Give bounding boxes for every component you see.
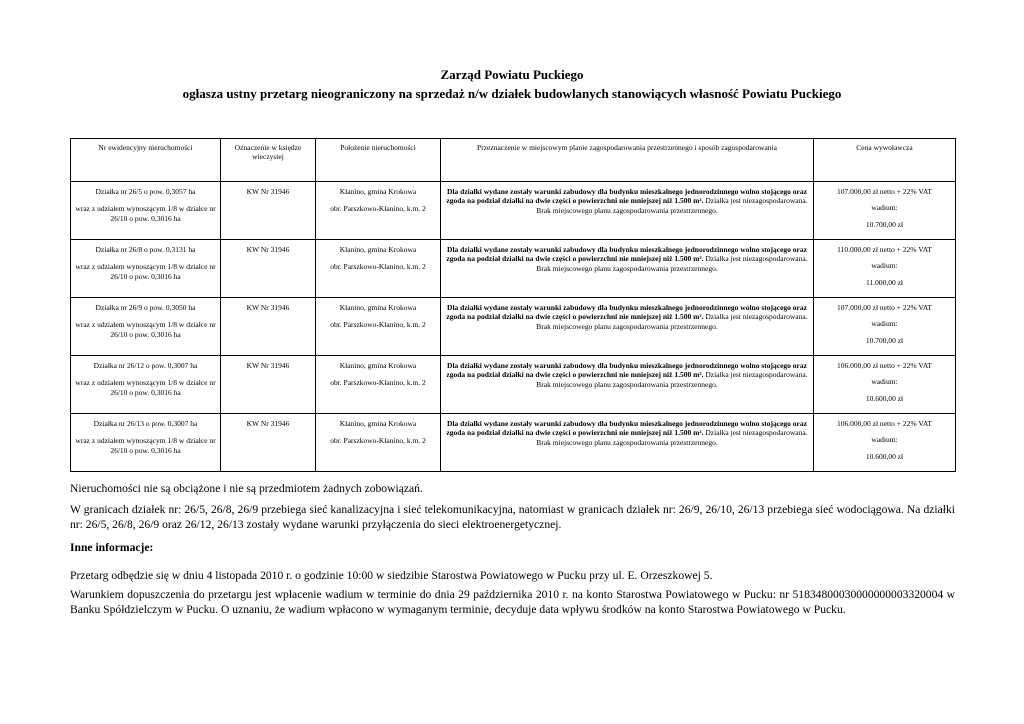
price-cell bbox=[814, 182, 956, 240]
purpose-status: Działka jest niezagospodarowana. Brak miejscowego planu zagospodarowania przestrzennego. bbox=[536, 370, 808, 389]
deposit-label: wadium: bbox=[871, 377, 898, 387]
location-precinct: obr. Parszkowo-Kłanino, k.m. 2 bbox=[330, 378, 426, 388]
parcel-share: wraz z udziałem wynoszącym 1/8 w działce nr 26/10 o pow. 0,3016 ha bbox=[75, 262, 216, 281]
land-register-cell bbox=[221, 414, 316, 472]
deposit-label: wadium: bbox=[871, 203, 898, 213]
parcel-cell bbox=[71, 240, 221, 298]
parcel-share: wraz z udziałem wynoszącym 1/8 w działce nr 26/10 o pow. 0,3016 ha bbox=[75, 436, 216, 455]
deposit-amount: 10.700,00 zł bbox=[865, 219, 904, 229]
announcement-subtitle: ogłasza ustny przetarg nieograniczony na sprzedaż n/w działek budowlanych stanowiących własność Powiatu Puckiego bbox=[182, 86, 842, 101]
deposit-amount: 10.700,00 zł bbox=[865, 335, 904, 345]
purpose-cell bbox=[441, 414, 814, 472]
deposit-label: wadium: bbox=[871, 319, 898, 329]
encumbrance-note: Nieruchomości nie są obciążone i nie są przedmiotem żadnych zobowiązań. bbox=[70, 482, 423, 495]
header-parcel-number: Nr ewidencyjny nieruchomości bbox=[71, 139, 221, 182]
parcel-number: Działka nr 26/5 o pow. 0,3057 ha bbox=[95, 187, 196, 196]
table-row bbox=[71, 298, 956, 356]
parcel-cell bbox=[71, 414, 221, 472]
location-precinct: obr. Parszkowo-Kłanino, k.m. 2 bbox=[330, 204, 426, 214]
location-precinct: obr. Parszkowo-Kłanino, k.m. 2 bbox=[330, 320, 426, 330]
deposit-label: wadium: bbox=[871, 261, 898, 271]
land-register-cell bbox=[221, 298, 316, 356]
land-register-cell bbox=[221, 240, 316, 298]
purpose-cell bbox=[441, 356, 814, 414]
deposit-amount: 10.600,00 zł bbox=[865, 393, 904, 403]
location-village: Kłanino, gmina Krokowa bbox=[339, 245, 417, 254]
price-cell bbox=[814, 240, 956, 298]
purpose-conditions: Dla działki wydane zostały warunki zabudowy dla budynku mieszkalnego jednorodzinnego wolno stojącego oraz zgoda na podział działki na dwie części o powierzchni nie mniejszej niż 1.500 m². bbox=[446, 245, 807, 264]
table-row bbox=[71, 356, 956, 414]
starting-price: 107.000,00 zł netto + 22% VAT bbox=[837, 303, 932, 312]
deposit-label: wadium: bbox=[871, 435, 898, 445]
parcel-share: wraz z udziałem wynoszącym 1/8 w działce nr 26/10 o pow. 0,3016 ha bbox=[75, 204, 216, 223]
location-cell bbox=[316, 298, 441, 356]
purpose-status: Działka jest niezagospodarowana. Brak miejscowego planu zagospodarowania przestrzennego. bbox=[536, 428, 808, 447]
price-cell bbox=[814, 298, 956, 356]
purpose-conditions: Dla działki wydane zostały warunki zabudowy dla budynku mieszkalnego jednorodzinnego wolno stojącego oraz zgoda na podział działki na dwie części o powierzchni nie mniejszej niż 1.500 m². bbox=[446, 361, 807, 380]
table-row bbox=[71, 414, 956, 472]
parcel-number: Działka nr 26/9 o pow. 0,3050 ha bbox=[95, 303, 196, 312]
header-location: Położenie nieruchomości bbox=[316, 139, 441, 182]
deposit-amount: 11.000,00 zł bbox=[865, 277, 903, 287]
purpose-cell bbox=[441, 240, 814, 298]
table-row bbox=[71, 182, 956, 240]
starting-price: 106.000,00 zł netto + 22% VAT bbox=[837, 361, 932, 370]
location-cell bbox=[316, 240, 441, 298]
land-register-number: KW Nr 31946 bbox=[246, 361, 290, 370]
location-precinct: obr. Parszkowo-Kłanino, k.m. 2 bbox=[330, 262, 426, 272]
location-cell bbox=[316, 414, 441, 472]
utilities-note: W granicach działek nr: 26/5, 26/8, 26/9 przebiega sieć kanalizacyjna i sieć telekomunikacyjna, natomiast w granicach działek nr: 26/9, 26/10, 26/13 przebiega sieć wodociągowa. Na działki nr: 26/5, 26/8, 26/9 oraz 26/12, 26/13 zostały wydane warunki przyłączenia do sieci elektroenergetycznej. bbox=[70, 503, 955, 531]
parcel-number: Działka nr 26/8 o pow. 0,3131 ha bbox=[95, 245, 196, 254]
parcel-share: wraz z udziałem wynoszącym 1/8 w działce nr 26/10 o pow. 0,3016 ha bbox=[75, 378, 216, 397]
purpose-status: Działka jest niezagospodarowana. Brak miejscowego planu zagospodarowania przestrzennego. bbox=[536, 254, 808, 273]
land-register-number: KW Nr 31946 bbox=[246, 245, 290, 254]
price-cell bbox=[814, 356, 956, 414]
location-cell bbox=[316, 356, 441, 414]
starting-price: 110.000,00 zł netto + 22% VAT bbox=[837, 245, 932, 254]
land-register-number: KW Nr 31946 bbox=[246, 303, 290, 312]
deposit-amount: 10.600,00 zł bbox=[865, 451, 904, 461]
purpose-cell bbox=[441, 182, 814, 240]
auction-date-note: Przetarg odbędzie się w dniu 4 listopada 2010 r. o godzinie 10:00 w siedzibie Starostwa Powiatowego w Pucku przy ul. E. Orzeszkowej 5. bbox=[70, 569, 713, 582]
starting-price: 107.000,00 zł netto + 22% VAT bbox=[837, 187, 932, 196]
table-header-row bbox=[71, 139, 956, 182]
header-starting-price: Cena wywoławcza bbox=[814, 139, 956, 182]
header-purpose: Przeznaczenie w miejscowym planie zagospodarowania przestrzennego i sposób zagospodarowania bbox=[441, 139, 814, 182]
parcel-number: Działka nr 26/12 o pow. 0,3007 ha bbox=[93, 361, 198, 370]
purpose-cell bbox=[441, 298, 814, 356]
header-land-register: Oznaczenie w księdze wieczystej bbox=[221, 139, 316, 182]
location-cell bbox=[316, 182, 441, 240]
land-register-cell bbox=[221, 356, 316, 414]
location-village: Kłanino, gmina Krokowa bbox=[339, 419, 417, 428]
parcel-cell bbox=[71, 182, 221, 240]
purpose-conditions: Dla działki wydane zostały warunki zabudowy dla budynku mieszkalnego jednorodzinnego wolno stojącego oraz zgoda na podział działki na dwie części o powierzchni nie mniejszej niż 1.500 m². bbox=[446, 303, 807, 322]
other-info-heading: Inne informacje: bbox=[70, 541, 154, 554]
parcels-table bbox=[70, 138, 956, 472]
deposit-conditions-note: Warunkiem dopuszczenia do przetargu jest wpłacenie wadium w terminie do dnia 29 października 2010 r. na konto Starostwa Powiatowego w Pucku: nr 51834800030000000003320004 w Banku Spółdzielczym w Pucku. O uznaniu, że wadium wpłacono w wymaganym terminie, decyduje data wpływu środków na konto Starostwa Powiatowego w Pucku. bbox=[70, 588, 955, 616]
location-village: Kłanino, gmina Krokowa bbox=[339, 303, 417, 312]
purpose-conditions: Dla działki wydane zostały warunki zabudowy dla budynku mieszkalnego jednorodzinnego wolno stojącego oraz zgoda na podział działki na dwie części o powierzchni nie mniejszej niż 1.500 m². bbox=[446, 419, 807, 438]
location-village: Kłanino, gmina Krokowa bbox=[339, 361, 417, 370]
purpose-status: Działka jest niezagospodarowana. Brak miejscowego planu zagospodarowania przestrzennego. bbox=[536, 312, 808, 331]
land-register-number: KW Nr 31946 bbox=[246, 419, 290, 428]
location-precinct: obr. Parszkowo-Kłanino, k.m. 2 bbox=[330, 436, 426, 446]
purpose-status: Działka jest niezagospodarowana. Brak miejscowego planu zagospodarowania przestrzennego. bbox=[536, 196, 808, 215]
starting-price: 106.000,00 zł netto + 22% VAT bbox=[837, 419, 932, 428]
parcel-cell bbox=[71, 298, 221, 356]
purpose-conditions: Dla działki wydane zostały warunki zabudowy dla budynku mieszkalnego jednorodzinnego wolno stojącego oraz zgoda na podział działki na dwie części o powierzchni nie mniejszej niż 1.500 m². bbox=[446, 187, 807, 206]
parcel-cell bbox=[71, 356, 221, 414]
location-village: Kłanino, gmina Krokowa bbox=[339, 187, 417, 196]
land-register-cell bbox=[221, 182, 316, 240]
parcel-number: Działka nr 26/13 o pow. 0,3007 ha bbox=[93, 419, 198, 428]
table-row bbox=[71, 240, 956, 298]
announcement-title: Zarząd Powiatu Puckiego bbox=[440, 67, 584, 82]
price-cell bbox=[814, 414, 956, 472]
land-register-number: KW Nr 31946 bbox=[246, 187, 290, 196]
parcel-share: wraz z udziałem wynoszącym 1/8 w działce nr 26/10 o pow. 0,3016 ha bbox=[75, 320, 216, 339]
